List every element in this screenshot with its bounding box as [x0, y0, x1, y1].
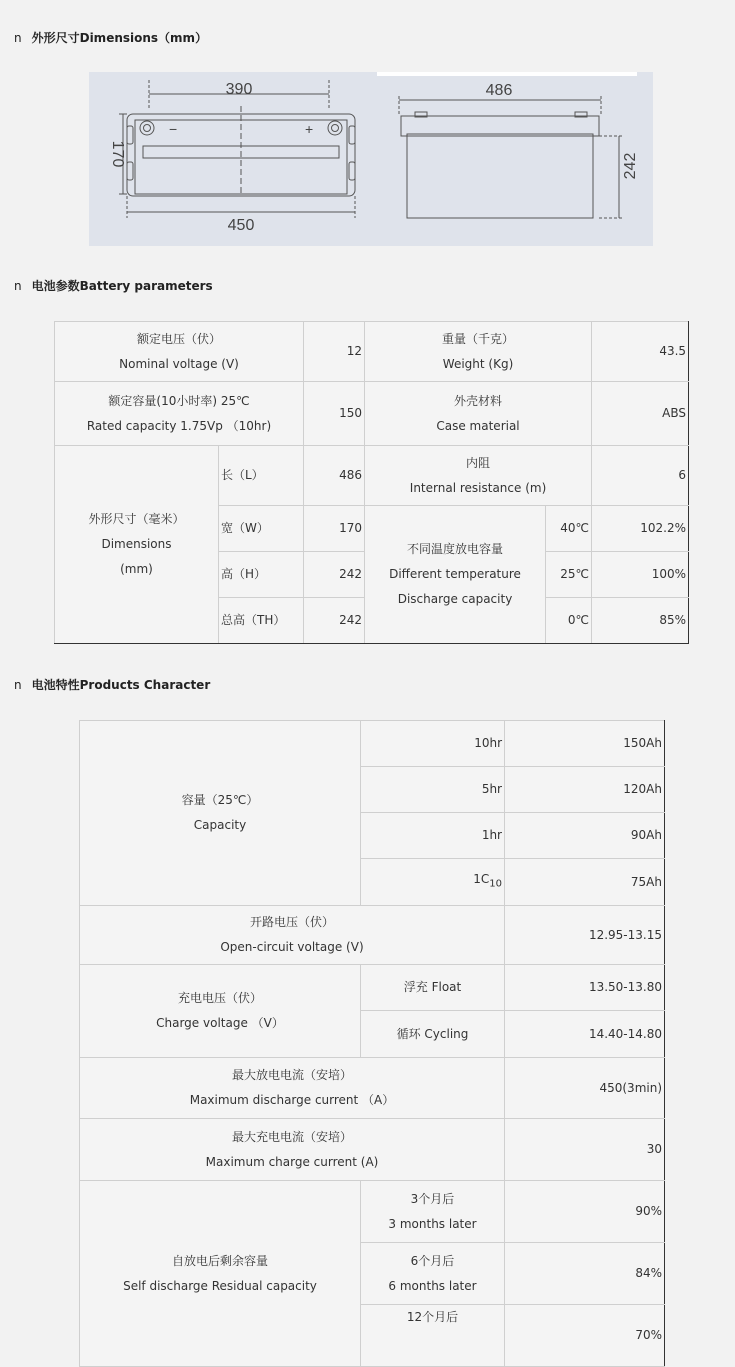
table-row	[80, 1058, 665, 1119]
capacity-label: 容量（25℃） Capacity	[80, 721, 361, 906]
temp-25-value: 100%	[592, 552, 689, 598]
nominal-voltage-label: 额定电压（伏） Nominal voltage (V)	[55, 322, 304, 382]
self-discharge-label: 自放电后剩余容量 Self discharge Residual capacity	[80, 1181, 361, 1367]
plus-terminal-label: +	[305, 121, 314, 137]
rate-10hr-label: 10hr	[361, 721, 505, 767]
rate-5hr-value: 120Ah	[505, 767, 665, 813]
products-character-table	[79, 720, 665, 1367]
table-row	[80, 721, 665, 767]
battery-dimension-diagram	[89, 72, 653, 246]
float-value: 13.50-13.80	[505, 965, 665, 1011]
rate-10hr-value: 150Ah	[505, 721, 665, 767]
width-label: 宽（W）	[219, 506, 304, 552]
internal-resistance-label: 内阻 Internal resistance (m)	[365, 446, 592, 506]
charge-voltage-label: 充电电压（伏） Charge voltage （V）	[80, 965, 361, 1058]
after-6-months-value: 84%	[505, 1243, 665, 1305]
rate-1hr-label: 1hr	[361, 813, 505, 859]
minus-terminal-label: −	[169, 121, 178, 137]
case-material-label: 外壳材料 Case material	[365, 382, 592, 446]
max-discharge-label: 最大放电电流（安培） Maximum discharge current （A）	[80, 1058, 505, 1119]
table-row	[55, 382, 689, 446]
temp-25-label: 25℃	[546, 552, 592, 598]
float-label: 浮充 Float	[361, 965, 505, 1011]
after-12-months-value: 70%	[505, 1305, 665, 1367]
table-row	[80, 906, 665, 965]
after-6-months-label: 6个月后 6 months later	[361, 1243, 505, 1305]
after-12-months-label: 12个月后	[361, 1305, 505, 1367]
temp-40-label: 40℃	[546, 506, 592, 552]
rated-capacity-label: 额定容量(10小时率) 25℃ Rated capacity 1.75Vp （10hr)	[55, 382, 304, 446]
max-charge-value: 30	[505, 1119, 665, 1181]
ocv-label: 开路电压（伏） Open-circuit voltage (V)	[80, 906, 505, 965]
total-height-value: 242	[304, 598, 365, 644]
max-charge-label: 最大充电电流（安培） Maximum charge current (A)	[80, 1119, 505, 1181]
dim-450-label: 450	[227, 217, 255, 234]
total-height-label: 总高（TH）	[219, 598, 304, 644]
dim-486-label: 486	[485, 82, 513, 99]
dimension-drawing	[89, 72, 653, 246]
rated-capacity-value: 150	[304, 382, 365, 446]
table-row	[80, 1181, 665, 1243]
dimensions-label: 外形尺寸（毫米） Dimensions (mm)	[55, 446, 219, 644]
dim-390-label: 390	[225, 81, 253, 98]
battery-parameters-table	[54, 321, 689, 644]
internal-resistance-value: 6	[592, 446, 689, 506]
height-label: 高（H）	[219, 552, 304, 598]
dim-242-label: 242	[622, 152, 639, 180]
length-label: 长（L）	[219, 446, 304, 506]
rate-5hr-label: 5hr	[361, 767, 505, 813]
section-title-character: n 电池特性Products Character	[14, 678, 211, 692]
temperature-capacity-label: 不同温度放电容量 Different temperature Discharge capacity	[365, 506, 546, 644]
cycling-value: 14.40-14.80	[505, 1011, 665, 1058]
weight-value: 43.5	[592, 322, 689, 382]
rate-1hr-value: 90Ah	[505, 813, 665, 859]
table-row	[55, 446, 689, 506]
table-row	[80, 1119, 665, 1181]
ocv-value: 12.95-13.15	[505, 906, 665, 965]
temp-40-value: 102.2%	[592, 506, 689, 552]
table-row	[55, 322, 689, 382]
after-3-months-label: 3个月后 3 months later	[361, 1181, 505, 1243]
nominal-voltage-value: 12	[304, 322, 365, 382]
weight-label: 重量（千克） Weight (Kg)	[365, 322, 592, 382]
width-value: 170	[304, 506, 365, 552]
after-3-months-value: 90%	[505, 1181, 665, 1243]
temp-0-value: 85%	[592, 598, 689, 644]
section-title-dimensions: n 外形尺寸Dimensions（mm）	[14, 31, 208, 45]
dim-170-label: 170	[109, 140, 126, 168]
rate-1c-label: $1C_{10}$	[361, 859, 505, 906]
rate-1c-value: 75Ah	[505, 859, 665, 906]
table-row	[80, 965, 665, 1011]
section-title-params: n 电池参数Battery parameters	[14, 279, 213, 293]
max-discharge-value: 450(3min)	[505, 1058, 665, 1119]
temp-0-label: 0℃	[546, 598, 592, 644]
length-value: 486	[304, 446, 365, 506]
case-material-value: ABS	[592, 382, 689, 446]
height-value: 242	[304, 552, 365, 598]
cycling-label: 循环 Cycling	[361, 1011, 505, 1058]
